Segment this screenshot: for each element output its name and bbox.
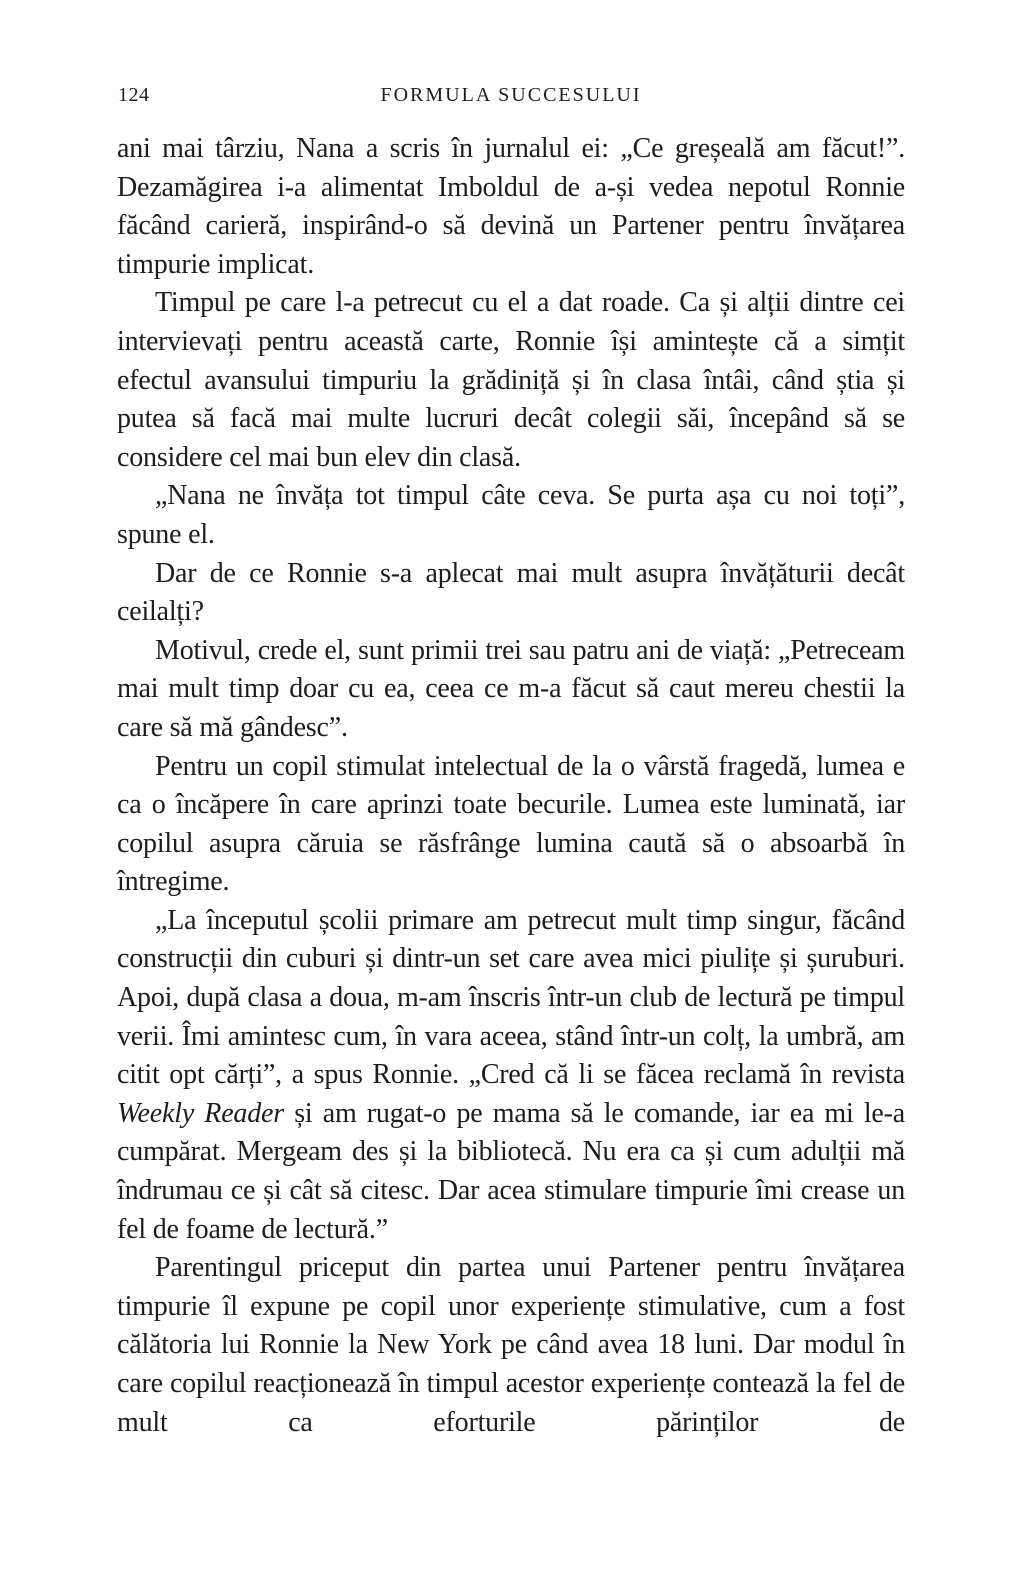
paragraph [117,1249,905,1442]
paragraph [117,130,905,284]
text-run: Pentru un copil stimulat intelectual de la o vârstă fragedă, lumea e ca o încăpere în care aprinzi toate becurile. Lumea este luminată, iar copilul asupra căruia se răsfrânge lumina caută să o absoarbă în întregime. [117,750,905,898]
text-run: și am rugat-o pe mama să le comande, iar ea mi le-a cumpărat. Mergeam des și la bibliotecă. Nu era ca și cum adulții mă îndrumau ce și cât să citesc. Dar acea stimulare timpurie îmi crease un fel de foame de lectură.” [117,1097,905,1245]
text-run: Parentingul priceput din partea unui Partener pentru învățarea timpurie îl expune pe copil unor experiențe stimulative, cum a fost călătoria lui Ronnie la New York pe când avea 18 luni. Dar modul în care copilul reacționează în timpul acestor experiențe contează la fel de mult ca eforturile părinților de [117,1252,905,1438]
page-number: 124 [118,84,150,106]
text-run: „Nana ne învăța tot timpul câte ceva. Se purta așa cu noi toți”, spune el. [117,480,905,550]
paragraph [117,477,905,554]
paragraph [117,284,905,477]
text-run: Dar de ce Ronnie s-a aplecat mai mult asupra învățăturii decât ceilalți? [117,557,905,628]
paragraph [117,632,905,748]
text-run: „La începutul școlii primare am petrecut mult timp singur, făcând construcții din cuburi și dintr-un set care avea mici piulițe și șuruburi. Apoi, după clasa a doua, m-am înscris într-un club de lectură pe timpul verii. Îmi amintesc cum, în vara aceea, stând într-un colț, la umbră, am citit opt cărți”, a spus Ronnie. „Cred că li se făcea reclamă în revista [117,904,905,1091]
paragraph [117,748,905,902]
paragraph [117,902,905,1249]
page-body [117,130,905,1442]
text-run: Timpul pe care l-a petrecut cu el a dat roade. Ca și alții dintre cei intervievați pentru această carte, Ronnie își amintește că a simțit efectul avansului timpuriu la grădiniță și în clasa întâi, când știa și putea să facă mai multe lucruri decât colegii săi, începând să se considere cel mai bun elev din clasă. [117,287,905,473]
running-title: FORMULA SUCCESULUI [380,84,642,106]
page-header [117,84,905,110]
text-run: Motivul, crede el, sunt primii trei sau patru ani de viață: „Petreceam mai mult timp doar cu ea, ceea ce m-a făcut să caut mereu chestii la care să mă gândesc”. [117,634,905,743]
italic-run: Weekly Reader [117,1097,284,1129]
text-run: ani mai târziu, Nana a scris în jurnalul ei: „Ce greșeală am făcut!”. Dezamăgirea i-a alimentat Imboldul de a-și vedea nepotul Ronnie făcând carieră, inspirând-o să devină un Partener pentru învățarea timpurie implicat. [117,133,905,280]
paragraph [117,555,905,632]
